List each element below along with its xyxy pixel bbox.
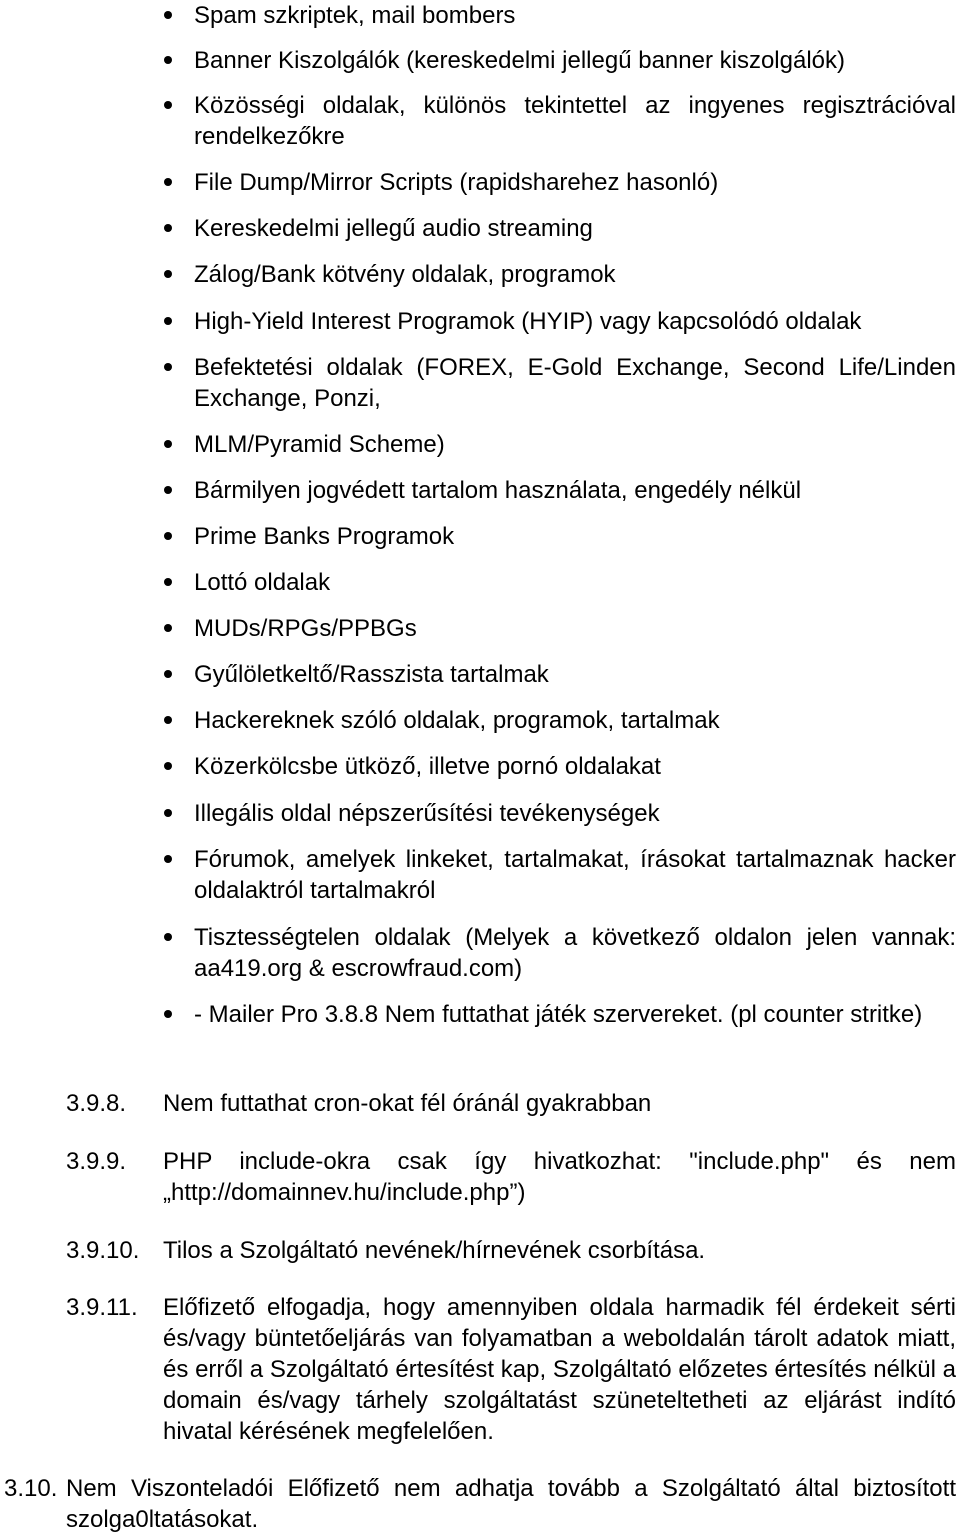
list-item-text: Befektetési oldalak (FOREX, E-Gold Exchange, Second Life/Linden Exchange, Ponzi, bbox=[194, 354, 956, 412]
clause-text: Előfizető elfogadja, hogy amennyiben oldala harmadik fél érdekeit sérti és/vagy büntetőeljárás van folyamatban a weboldalán tárolt adatok miatt, és erről a Szolgáltató értesítést kap, Szolgáltató előzetes értesítés nélkül a domain és/vagy tárhely szolgáltatást szüneteltetheti az eljárást indító hivatal kérésének megfelelően. bbox=[163, 1294, 956, 1445]
bullet-icon bbox=[164, 178, 172, 186]
section-number: 3.10. bbox=[4, 1475, 58, 1502]
list-item-text: Spam szkriptek, mail bombers bbox=[194, 2, 516, 29]
list-item-text: Tisztességtelen oldalak (Melyek a következő oldalon jelen vannak: aa419.org & escrowfraud.com) bbox=[194, 924, 956, 982]
bullet-icon bbox=[164, 56, 172, 64]
list-item-text: Közerkölcsbe ütköző, illetve pornó oldalakat bbox=[194, 753, 661, 780]
list-item-text: File Dump/Mirror Scripts (rapidsharehez hasonló) bbox=[194, 169, 719, 196]
clause-number: 3.9.10. bbox=[66, 1237, 140, 1264]
list-item-text: Illegális oldal népszerűsítési tevékenységek bbox=[194, 800, 660, 827]
clause-text: Nem futtathat cron-okat fél óránál gyakrabban bbox=[163, 1090, 652, 1117]
bullet-icon bbox=[164, 440, 172, 448]
list-item-text: High-Yield Interest Programok (HYIP) vagy kapcsolódó oldalak bbox=[194, 308, 862, 335]
bullet-icon bbox=[164, 486, 172, 494]
bullet-icon bbox=[164, 224, 172, 232]
clause-text: Tilos a Szolgáltató nevének/hírnevének csorbítása. bbox=[163, 1237, 706, 1264]
list-item-text: Banner Kiszolgálók (kereskedelmi jellegű banner kiszolgálók) bbox=[194, 47, 845, 74]
bullet-icon bbox=[164, 270, 172, 278]
bullet-icon bbox=[164, 716, 172, 724]
bullet-icon bbox=[164, 1010, 172, 1018]
list-item-text: Bármilyen jogvédett tartalom használata, engedély nélkül bbox=[194, 477, 802, 504]
bullet-icon bbox=[164, 11, 172, 19]
bullet-icon bbox=[164, 317, 172, 325]
clause-number: 3.9.8. bbox=[66, 1090, 127, 1117]
list-item-text: Fórumok, amelyek linkeket, tartalmakat, írásokat tartalmaznak hacker oldalaktról tartalmakról bbox=[194, 846, 956, 904]
section-text: Nem Viszonteladói Előfizető nem adhatja tovább a Szolgáltató által biztosított szolga0ltatásokat. bbox=[66, 1475, 956, 1533]
bullet-icon bbox=[164, 363, 172, 371]
list-item-text: Hackereknek szóló oldalak, programok, tartalmak bbox=[194, 707, 720, 734]
list-item-text: Gyűlöletkeltő/Rasszista tartalmak bbox=[194, 661, 549, 688]
bullet-icon bbox=[164, 933, 172, 941]
clause-text: PHP include-okra csak így hivatkozhat: "include.php" és nem „http://domainnev.hu/include.php”) bbox=[163, 1148, 956, 1206]
list-item-text: Lottó oldalak bbox=[194, 569, 331, 596]
bullet-icon bbox=[164, 762, 172, 770]
clause-number: 3.9.9. bbox=[66, 1148, 127, 1175]
bullet-icon bbox=[164, 670, 172, 678]
bullet-icon bbox=[164, 101, 172, 109]
bullet-icon bbox=[164, 855, 172, 863]
list-item-text: Prime Banks Programok bbox=[194, 523, 455, 550]
list-item-text: - Mailer Pro 3.8.8 Nem futtathat játék szervereket. (pl counter stritke) bbox=[194, 1001, 923, 1028]
bullet-icon bbox=[164, 809, 172, 817]
list-item-text: Zálog/Bank kötvény oldalak, programok bbox=[194, 261, 616, 288]
bullet-icon bbox=[164, 624, 172, 632]
bullet-icon bbox=[164, 578, 172, 586]
bullet-icon bbox=[164, 532, 172, 540]
list-item-text: Közösségi oldalak, különös tekintettel az ingyenes regisztrációval rendelkezőkre bbox=[194, 92, 956, 150]
list-item-text: Kereskedelmi jellegű audio streaming bbox=[194, 215, 593, 242]
list-item-text: MLM/Pyramid Scheme) bbox=[194, 431, 445, 458]
list-item-text: MUDs/RPGs/PPBGs bbox=[194, 615, 417, 642]
clause-number: 3.9.11. bbox=[66, 1294, 138, 1321]
